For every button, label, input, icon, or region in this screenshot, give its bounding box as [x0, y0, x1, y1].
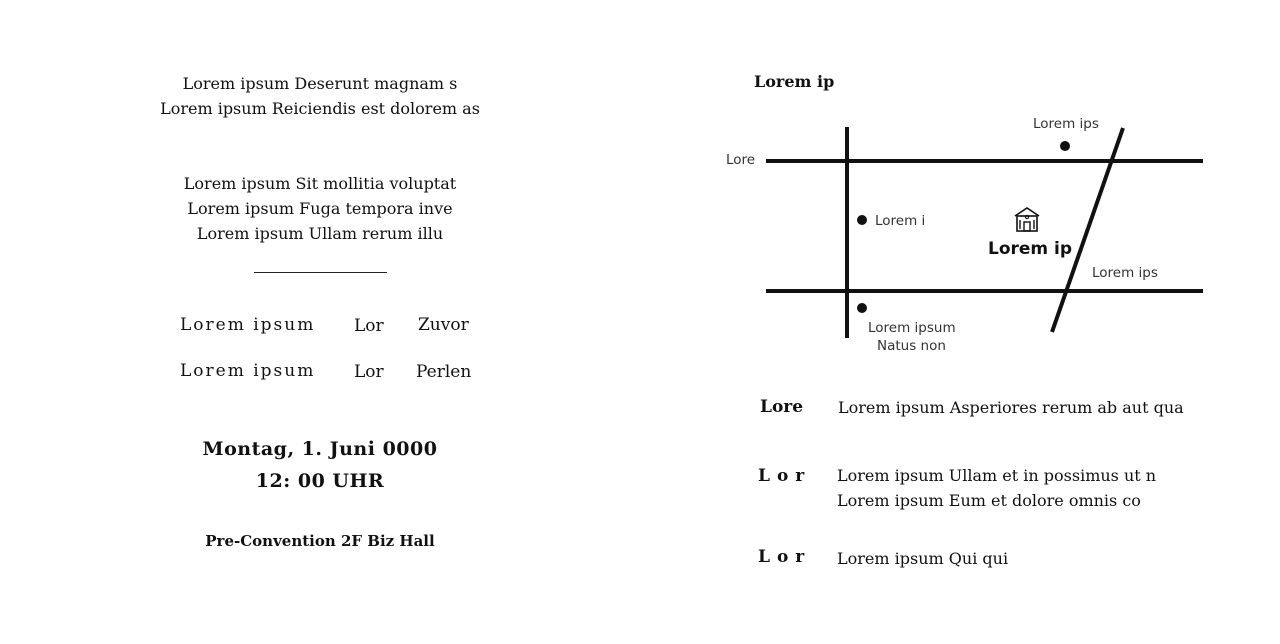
family-relation: Lor	[354, 362, 384, 382]
family-name: Lorem ipsum	[180, 361, 316, 381]
map-label: Lorem i	[875, 213, 926, 229]
info-line: Lorem ipsum Qui qui	[837, 549, 1009, 568]
info-line: Lorem ipsum Ullam et in possimus ut n	[837, 466, 1157, 485]
event-date: Montag, 1. Juni 0000	[202, 438, 438, 460]
divider	[254, 272, 387, 273]
intro-line: Lorem ipsum Reiciendis est dolorem as	[160, 99, 480, 118]
map-label: Lorem ips	[1092, 265, 1158, 281]
family-name: Lorem ipsum	[180, 315, 316, 335]
map-label: Lorem ipsum	[868, 320, 956, 336]
event-time: 12: 00 UHR	[255, 470, 385, 492]
map-label: Lore	[726, 152, 756, 168]
map-label: Natus non	[877, 338, 946, 354]
map-title: Lorem ip	[754, 72, 835, 91]
info-line: Lorem ipsum Eum et dolore omnis co	[837, 491, 1141, 510]
intro-line: Lorem ipsum Ullam rerum illu	[196, 224, 444, 243]
info-key: Lor	[758, 547, 812, 567]
map-venue-label: Lorem ip	[988, 239, 1073, 259]
map-point	[857, 215, 867, 225]
info-value	[837, 463, 1156, 513]
info-key: Lore	[760, 397, 804, 417]
info-key: Lor	[758, 466, 812, 486]
info-value	[837, 546, 1008, 571]
intro-block-1	[150, 71, 490, 121]
map-label: Lorem ips	[1033, 116, 1099, 132]
family-first-name: Perlen	[416, 362, 472, 382]
info-value	[838, 395, 1184, 420]
road-diagonal	[1040, 120, 1140, 340]
road-vertical	[845, 127, 849, 338]
intro-line: Lorem ipsum Deserunt magnam s	[182, 74, 458, 93]
map-point	[1060, 141, 1070, 151]
event-venue: Pre-Convention 2F Biz Hall	[205, 532, 435, 550]
map-point	[857, 303, 867, 313]
intro-line: Lorem ipsum Fuga tempora inve	[187, 199, 453, 218]
family-relation: Lor	[354, 316, 384, 336]
intro-block-2	[150, 171, 490, 246]
info-line: Lorem ipsum Asperiores rerum ab aut qua	[838, 398, 1184, 417]
building-icon	[1012, 205, 1042, 233]
intro-line: Lorem ipsum Sit mollitia voluptat	[183, 174, 457, 193]
family-first-name: Zuvor	[418, 315, 469, 335]
